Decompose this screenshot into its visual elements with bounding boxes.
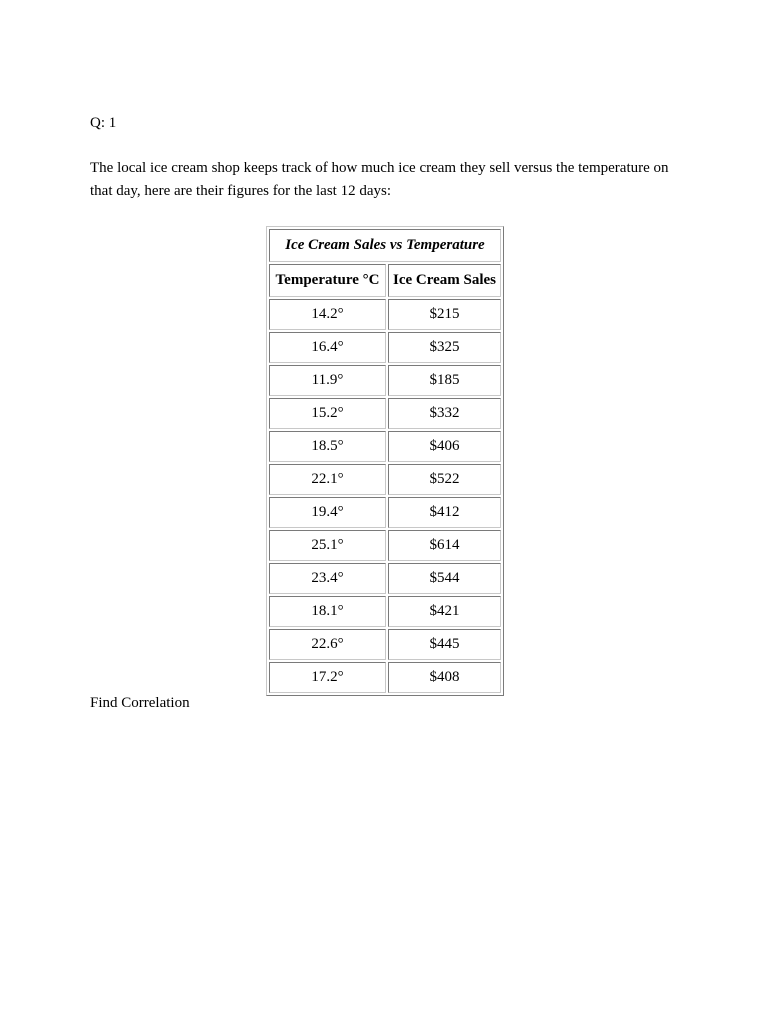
temperature-cell: 14.2°: [269, 299, 386, 330]
table-row: [269, 662, 501, 693]
temperature-cell: 22.1°: [269, 464, 386, 495]
sales-cell: $408: [388, 662, 501, 693]
sales-cell: $544: [388, 563, 501, 594]
table-row: [269, 398, 501, 429]
table-row: [269, 497, 501, 528]
table-row: [269, 299, 501, 330]
temperature-cell: 16.4°: [269, 332, 386, 363]
sales-cell: $215: [388, 299, 501, 330]
temperature-cell: 17.2°: [269, 662, 386, 693]
temperature-cell: 15.2°: [269, 398, 386, 429]
question-intro: The local ice cream shop keeps track of how much ice cream they sell versus the temperature on that day, here are their figures for the last 12 days:: [90, 160, 669, 199]
temperature-cell: 18.1°: [269, 596, 386, 627]
sales-cell: $412: [388, 497, 501, 528]
table-row: [269, 629, 501, 660]
temperature-cell: 18.5°: [269, 431, 386, 462]
sales-cell: $332: [388, 398, 501, 429]
sales-cell: $406: [388, 431, 501, 462]
sales-cell: $522: [388, 464, 501, 495]
temperature-cell: 19.4°: [269, 497, 386, 528]
column-header-temperature: Temperature °C: [269, 264, 386, 297]
column-header-sales: Ice Cream Sales: [388, 264, 501, 297]
table-row: [269, 365, 501, 396]
question-prompt: Find Correlation: [90, 695, 190, 711]
sales-cell: $185: [388, 365, 501, 396]
table-row: [269, 596, 501, 627]
table-row: [269, 530, 501, 561]
sales-cell: $614: [388, 530, 501, 561]
table-title-row: [269, 229, 501, 262]
temperature-cell: 23.4°: [269, 563, 386, 594]
temperature-cell: 11.9°: [269, 365, 386, 396]
question-number: Q: 1: [90, 115, 117, 131]
sales-temperature-table: [266, 226, 504, 696]
sales-cell: $445: [388, 629, 501, 660]
temperature-cell: 22.6°: [269, 629, 386, 660]
temperature-cell: 25.1°: [269, 530, 386, 561]
table-header-row: [269, 264, 501, 297]
sales-cell: $421: [388, 596, 501, 627]
sales-table-container: [266, 226, 504, 696]
table-title: Ice Cream Sales vs Temperature: [269, 229, 501, 262]
sales-cell: $325: [388, 332, 501, 363]
table-row: [269, 464, 501, 495]
table-row: [269, 332, 501, 363]
table-row: [269, 563, 501, 594]
table-row: [269, 431, 501, 462]
